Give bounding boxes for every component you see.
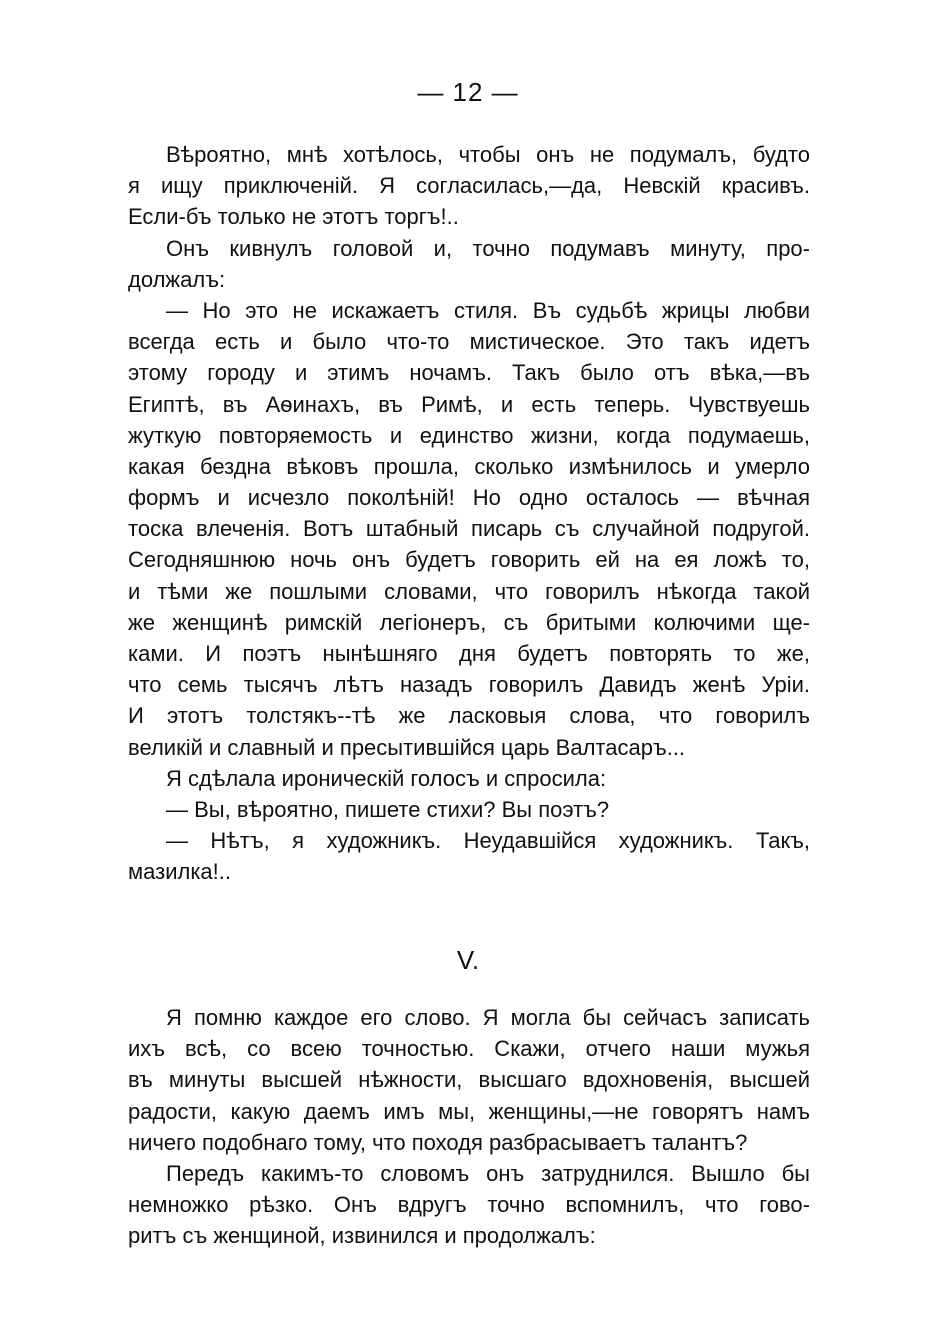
text-line: Передъ какимъ-то словомъ онъ затруднился. Вышло бы [166,1160,810,1186]
text-line: Онъ кивнулъ головой и, точно подумавъ минуту, про- [166,235,810,261]
text-line: мазилка!.. [128,859,232,885]
page-number: — 12 — [417,77,519,107]
text-block-lower [128,1002,810,1252]
text-line: формъ и исчезло поколѣній! Но одно осталось — вѣчная [128,485,810,511]
text-line: я ищу приключеній. Я согласилась,—да, Невскій красивъ. [128,173,810,199]
text-line: Если-бъ только не этотъ торгъ!.. [128,204,459,230]
text-line: И этотъ толстякъ--тѣ же ласковыя слова, что говорилъ [128,703,810,729]
text-line: — Нѣтъ, я художникъ. Неудавшійся художникъ. Такъ, [166,828,810,854]
text-line: ками. И поэтъ нынѣшняго дня будетъ повторять то же, [128,641,810,666]
text-line: великій и славный и пресытившійся царь Валтасаръ... [128,734,686,760]
text-line: — Но это не искажаетъ стиля. Въ судьбѣ жрицы любви [166,297,810,323]
text-line: ихъ всѣ, со всею точностью. Скажи, отчего наши мужья [128,1036,810,1062]
text-line: какая бездна вѣковъ прошла, сколько измѣнилось и умерло [128,453,810,479]
text-block-upper [128,139,810,888]
text-line: этому городу и этимъ ночамъ. Такъ было отъ вѣка,—въ [128,360,810,386]
text-line: и тѣми же пошлыми словами, что говорилъ нѣкогда такой [128,578,810,604]
text-line: — Вы, вѣроятно, пишете стихи? Вы поэтъ? [166,796,610,822]
text-line: немножко рѣзко. Онъ вдругъ точно вспомнилъ, что гово- [128,1192,810,1218]
text-line: должалъ: [128,266,226,292]
text-line: ничего подобнаго тому, что походя разбрасываетъ талантъ? [128,1129,748,1155]
text-line: Я помню каждое его слово. Я могла бы сейчасъ записать [166,1005,810,1030]
text-line: Вѣроятно, мнѣ хотѣлось, чтобы онъ не подумалъ, будто [166,142,810,167]
text-line: радости, какую даемъ имъ мы, женщины,—не говорятъ намъ [128,1098,810,1124]
text-line: Сегодняшнюю ночь онъ будетъ говорить ей на ея ложѣ то, [128,547,810,573]
text-line: же женщинѣ римскій легіонеръ, съ бритыми колючими ще- [128,609,810,635]
text-line: что семь тысячъ лѣтъ назадъ говорилъ Давидъ женѣ Уріи. [128,672,810,698]
text-line: Египтѣ, въ Аѳинахъ, въ Римѣ, и есть теперь. Чувствуешь [128,391,810,417]
text-line: всегда есть и было что-то мистическое. Это такъ идетъ [128,329,810,355]
text-line: Я сдѣлала ироническій голосъ и спросила: [166,765,607,791]
text-line: тоска влеченія. Вотъ штабный писарь съ случайной подругой. [128,516,810,542]
text-line: въ минуты высшей нѣжности, высшаго вдохновенія, высшей [128,1067,810,1093]
section-heading: V. [456,945,480,975]
text-line: жуткую повторяемость и единство жизни, когда подумаешь, [128,422,810,448]
text-line: ритъ съ женщиной, извинился и продолжалъ: [128,1223,596,1249]
